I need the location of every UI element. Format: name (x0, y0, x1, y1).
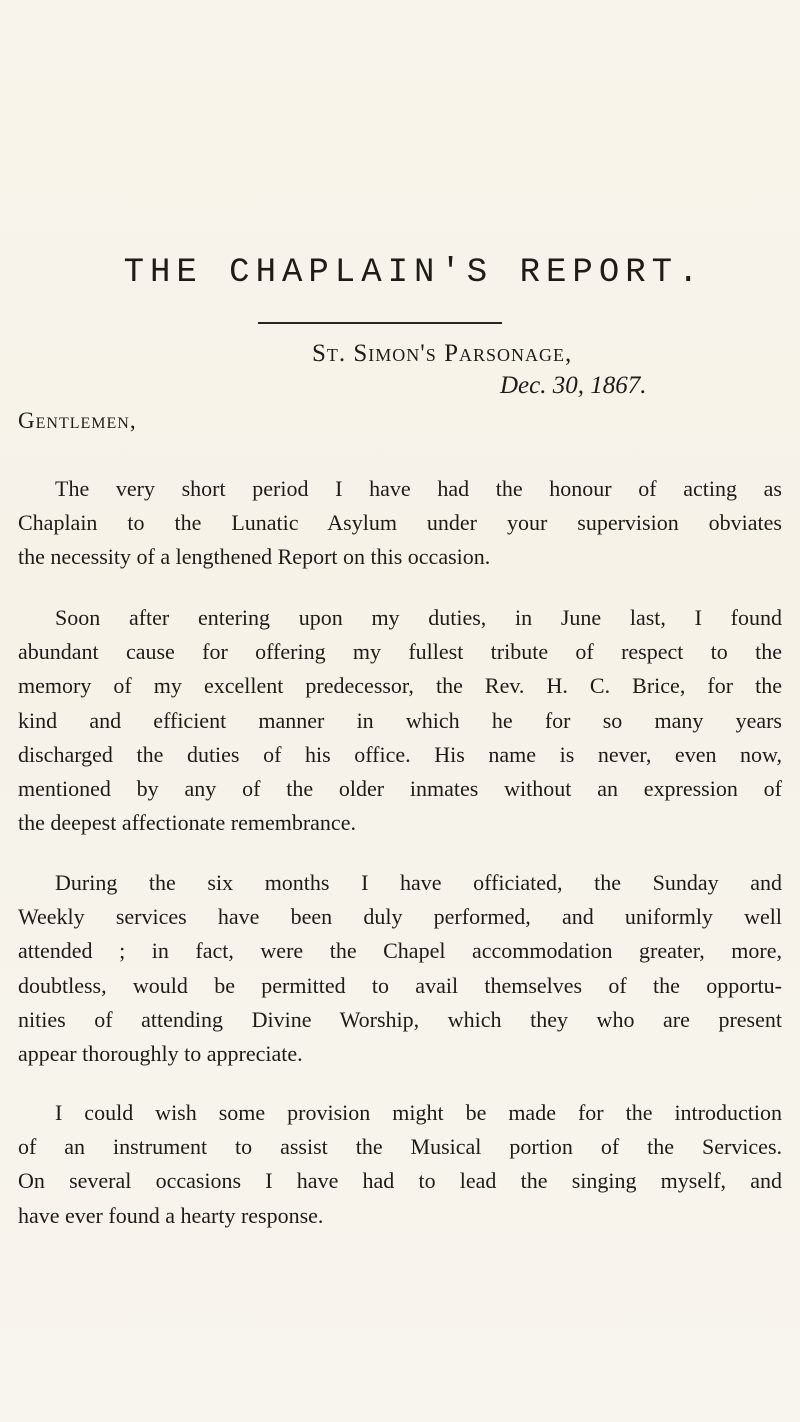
report-title: THE CHAPLAIN'S REPORT. (123, 254, 705, 292)
text-line: Chaplain to the Lunatic Asylum under your supervision obviates (18, 510, 782, 536)
paragraph-4 (18, 1096, 782, 1233)
text-line: abundant cause for offering my fullest tribute of respect to the (18, 639, 782, 665)
text-line: appear thoroughly to appreciate. (18, 1041, 303, 1067)
text-line: discharged the duties of his office. His name is never, even now, (18, 741, 782, 767)
text-line: I could wish some provision might be made for the introduction (55, 1100, 782, 1125)
text-line: nities of attending Divine Worship, which they who are present (18, 1006, 782, 1032)
text-line: attended ; in fact, were the Chapel accommodation greater, more, (18, 938, 782, 964)
paragraph-1 (18, 472, 782, 575)
text-line: On several occasions I have had to lead the singing myself, and (18, 1168, 782, 1194)
text-line: of an instrument to assist the Musical portion of the Services. (18, 1134, 782, 1160)
text-line: the deepest affectionate remembrance. (18, 810, 356, 836)
text-line: mentioned by any of the older inmates without an expression of (18, 776, 782, 802)
text-line: doubtless, would be permitted to avail themselves of the opportu- (18, 972, 782, 998)
letter-date (500, 372, 647, 400)
sender-address: St. Simon's Parsonage, (312, 340, 573, 367)
text-line: The very short period I have had the honour of acting as (55, 476, 782, 501)
text-line: Weekly services have been duly performed, and uniformly well (18, 904, 782, 930)
letter-date-text: Dec. 30, 1867. (500, 372, 647, 399)
title-divider (258, 322, 502, 324)
text-line: memory of my excellent predecessor, the Rev. H. C. Brice, for the (18, 673, 782, 699)
text-line: kind and efficient manner in which he for so many years (18, 707, 782, 733)
text-line: During the six months I have officiated, the Sunday and (55, 870, 782, 895)
text-line: the necessity of a lengthened Report on this occasion. (18, 544, 491, 570)
paragraph-3 (18, 866, 782, 1071)
paragraph-2 (18, 601, 782, 840)
text-line: have ever found a hearty response. (18, 1202, 324, 1228)
salutation: Gentlemen, (18, 408, 137, 433)
text-line: Soon after entering upon my duties, in June last, I found (55, 605, 782, 630)
